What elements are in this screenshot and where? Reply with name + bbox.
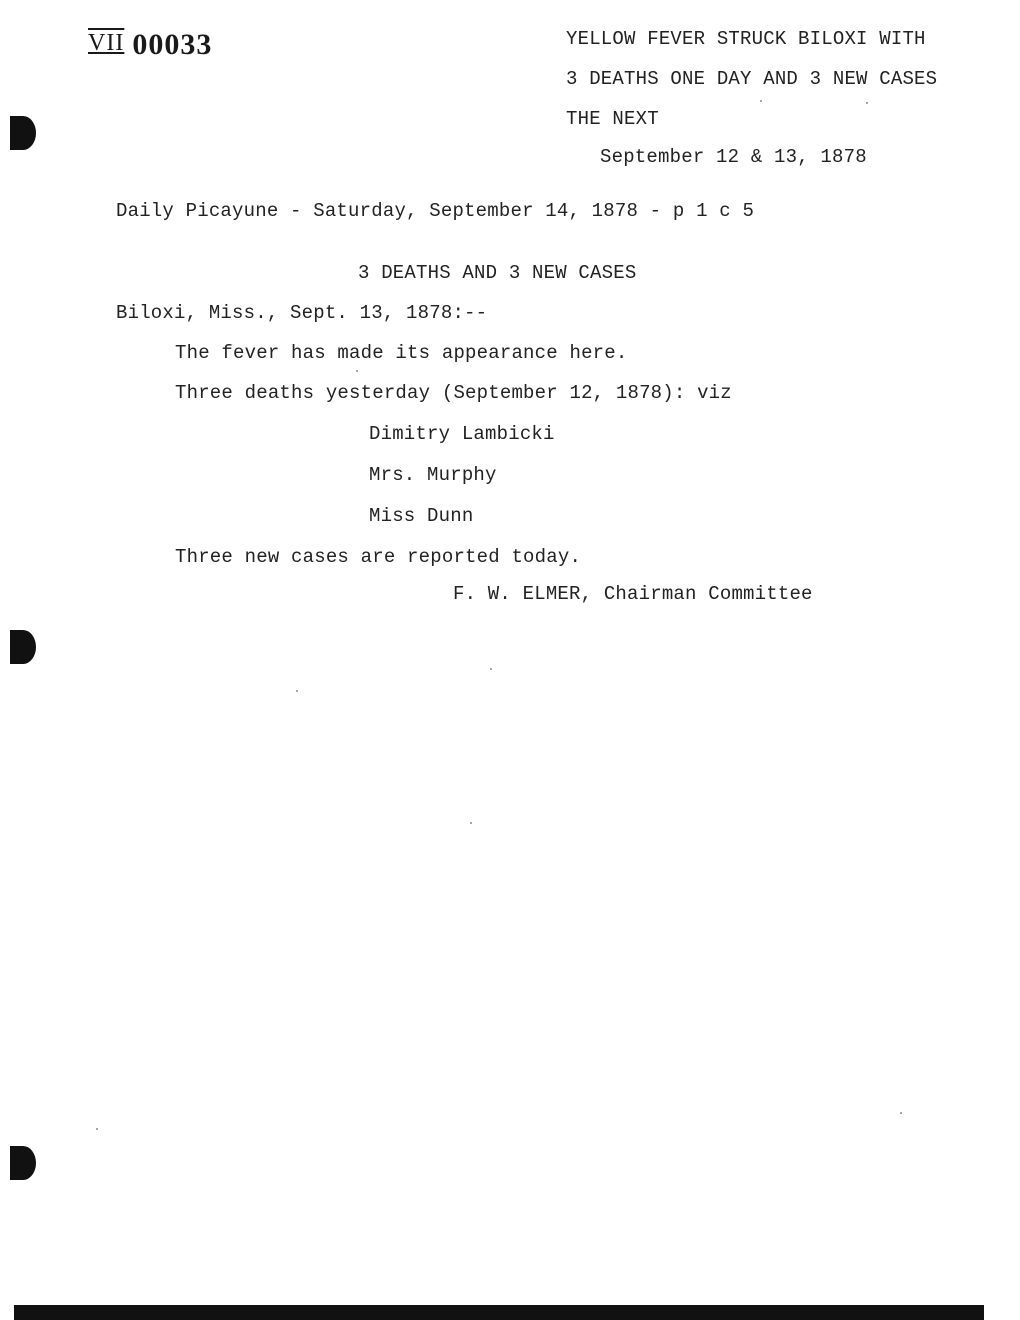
scan-speck — [96, 1128, 98, 1130]
headline-line-3: THE NEXT — [566, 108, 659, 130]
article-paragraph-3: Three new cases are reported today. — [175, 546, 582, 568]
scan-speck — [866, 102, 868, 104]
deceased-name-2: Mrs. Murphy — [369, 464, 497, 486]
headline-dates: September 12 & 13, 1878 — [600, 146, 867, 168]
punch-hole-top — [10, 116, 36, 150]
scan-bottom-edge — [14, 1305, 984, 1320]
headline-line-2: 3 DEATHS ONE DAY AND 3 NEW CASES — [566, 68, 938, 90]
article-paragraph-2: Three deaths yesterday (September 12, 1878): viz — [175, 382, 732, 404]
scan-speck — [900, 1112, 902, 1114]
source-citation: Daily Picayune - Saturday, September 14, 1878 - p 1 c 5 — [116, 200, 755, 222]
deceased-name-1: Dimitry Lambicki — [369, 423, 555, 445]
scan-speck — [470, 822, 472, 824]
deceased-name-3: Miss Dunn — [369, 505, 474, 527]
article-paragraph-1: The fever has made its appearance here. — [175, 342, 628, 364]
signature: F. W. ELMER, Chairman Committee — [453, 583, 813, 605]
scan-speck — [296, 690, 298, 692]
scan-speck — [356, 370, 358, 372]
volume-mark: VII — [88, 30, 125, 56]
article-dateline: Biloxi, Miss., Sept. 13, 1878:-- — [116, 302, 488, 324]
headline-line-1: YELLOW FEVER STRUCK BILOXI WITH — [566, 28, 926, 50]
archive-number — [88, 28, 212, 62]
scan-speck — [490, 668, 492, 670]
punch-hole-middle — [10, 630, 36, 664]
article-title: 3 DEATHS AND 3 NEW CASES — [358, 262, 637, 284]
document-number: 00033 — [132, 28, 213, 61]
scan-speck — [760, 100, 762, 102]
punch-hole-bottom — [10, 1146, 36, 1180]
